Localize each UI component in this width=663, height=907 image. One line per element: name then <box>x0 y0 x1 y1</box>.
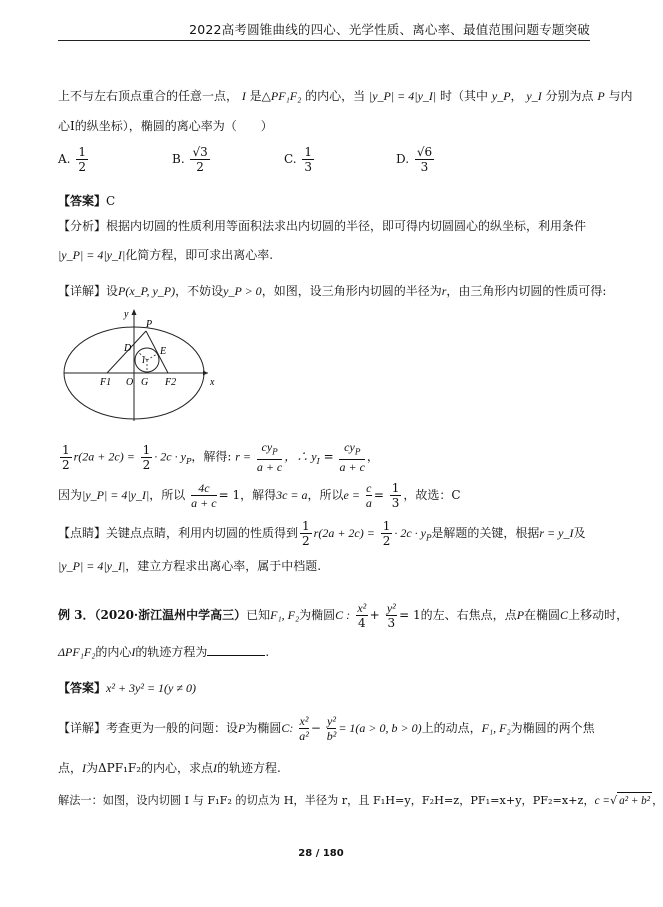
expr: ，∴ y <box>284 449 317 464</box>
solution-text: 解法一：如图，设内切圆 I 与 F₁F₂ 的切点为 H，半径为 r，且 F₁H=y，F₂H=z，PF₁=x+y，PF₂=x+z， <box>58 794 595 807</box>
var-I: I <box>213 761 218 775</box>
expr: r(2a + 2c) = <box>313 526 375 540</box>
expr: 3c = a <box>276 488 308 502</box>
text: 为椭圆 <box>299 608 336 622</box>
minus: − <box>310 721 321 735</box>
ellipse-name: C : <box>335 608 351 622</box>
option-label: C. <box>284 152 297 166</box>
analysis-line-1 <box>58 218 586 234</box>
comma: ， <box>652 794 663 807</box>
page-number: 28 / 180 <box>298 848 344 859</box>
text: 上的动点， <box>421 721 482 735</box>
option-label: D. <box>396 152 410 166</box>
numerator: y² <box>327 714 336 728</box>
var-P: P <box>238 721 246 735</box>
subscript: P <box>185 457 192 467</box>
example-line-2 <box>58 643 269 660</box>
numerator: 1 <box>391 481 400 495</box>
denominator: a + c <box>339 460 365 475</box>
numerator: c <box>366 481 372 495</box>
sqrt-radicand <box>617 792 652 809</box>
numerator: 1 <box>62 442 70 457</box>
because-line <box>58 480 461 510</box>
condition-expr: |y_P| = 4|y_I| <box>368 89 437 103</box>
denominator: 2 <box>382 534 391 548</box>
text: 为椭圆 <box>245 721 282 735</box>
fraction <box>339 440 364 474</box>
numerator: y² <box>386 601 396 615</box>
fraction <box>386 601 398 630</box>
condition-expr: |y_P| = 4|y_I| <box>58 248 126 262</box>
label-d: D <box>124 343 132 354</box>
detail-tag: 【详解】 <box>58 721 107 735</box>
denominator: a + c <box>256 460 283 475</box>
denominator: 2 <box>78 160 86 174</box>
example-line-1 <box>58 600 628 630</box>
option-fraction <box>415 145 434 174</box>
foci-expr: F₁, F₂ <box>270 608 300 622</box>
expr: r = y_I <box>539 526 574 540</box>
var-I: I <box>131 645 136 659</box>
numerator <box>339 440 364 460</box>
answer-value: C <box>106 194 116 208</box>
text: 上移动时， <box>568 608 629 622</box>
label-f1: F1 <box>100 377 112 388</box>
numerator <box>257 440 282 460</box>
option-label: A. <box>58 152 71 166</box>
problem-text: 是△ <box>249 89 271 103</box>
fraction <box>191 481 216 510</box>
numerator: 1 <box>142 442 151 457</box>
numerator: 1 <box>302 519 310 533</box>
numerator: 1 <box>382 519 391 533</box>
fraction <box>257 440 282 474</box>
fraction <box>300 519 312 548</box>
solution-line: 解法一：如图，设内切圆 I 与 F₁F₂ 的切点为 H，半径为 r，且 F₁H=y，F₂H=z，PF₁=x+y，PF₂=x+z，c =√ a² + b² ， <box>58 794 663 807</box>
fraction <box>366 481 372 510</box>
denominator: 3 <box>420 160 429 174</box>
label-x: x <box>210 377 215 388</box>
text: ，所以 <box>149 488 186 502</box>
radicand: a² + b² <box>619 795 651 807</box>
denominator: 4 <box>357 616 366 630</box>
denominator: 2 <box>142 457 151 472</box>
label-y: y <box>124 309 129 320</box>
num-text: cy <box>344 440 355 454</box>
problem-line-1 <box>58 88 633 104</box>
numerator: 1 <box>78 145 86 159</box>
denominator: 2 <box>62 457 70 472</box>
numerator: x² <box>299 714 309 728</box>
text: 点， <box>58 761 83 775</box>
label-g: G <box>141 377 149 388</box>
var-P: P <box>516 608 525 622</box>
calc-text: ，解得: <box>191 449 232 464</box>
answer-blank <box>207 643 265 656</box>
text: ，建立方程求出离心率，属于中档题. <box>125 559 322 573</box>
text: 因为 <box>58 488 83 502</box>
label-p: P <box>146 319 153 330</box>
problem-text: 时（其中 <box>440 89 489 103</box>
plus: + <box>369 608 380 622</box>
problem-text: 分别为点 <box>545 89 594 103</box>
analysis-line-2 <box>58 247 273 263</box>
denominator: a + c <box>191 496 217 510</box>
text: 的轨迹方程为 <box>135 645 208 659</box>
text: 考查更为一般的问题：设 <box>106 721 239 735</box>
equals: = <box>323 449 334 464</box>
text: 的左、右焦点，点 <box>420 608 517 622</box>
detail-line <box>58 283 606 299</box>
fraction <box>141 443 153 472</box>
denominator: 3 <box>387 616 396 630</box>
comment-line-2 <box>58 558 321 574</box>
expr: = 1(a > 0, b > 0) <box>338 721 422 735</box>
comma: ， <box>366 449 379 464</box>
text: = 1，解得 <box>218 488 277 502</box>
calc-line <box>58 440 379 477</box>
expr: r(2a + 2c) = <box>73 449 135 464</box>
numerator: 4c <box>191 481 216 496</box>
option-c <box>284 145 316 174</box>
problem-text: 与内 <box>608 89 633 103</box>
option-fraction <box>190 145 209 174</box>
detail2-line-1 <box>58 713 595 743</box>
numerator: √3 <box>192 145 208 159</box>
label-i: I <box>142 355 145 365</box>
ellipse-name: C: <box>281 721 294 735</box>
var-yp: y_P <box>491 89 511 103</box>
fraction <box>356 601 368 630</box>
detail2-line-2 <box>58 760 281 776</box>
header-rule <box>58 40 590 41</box>
text: 为ΔPF₁F₂的内心，求点 <box>86 761 214 775</box>
text: 及 <box>573 526 586 540</box>
analysis-text: 根据内切圆的性质利用等面积法求出内切圆的半径，即可得内切圆圆心的纵坐标，利用条件 <box>106 219 587 233</box>
subscript: P <box>425 533 432 543</box>
detail-tag: 【详解】 <box>58 284 107 298</box>
fraction <box>381 519 393 548</box>
fraction <box>60 443 72 472</box>
comment-line-1 <box>58 518 586 553</box>
text: 的轨迹方程. <box>217 761 281 775</box>
triangle-expr: PF₁F₂ <box>270 89 302 103</box>
label-o: O <box>126 377 134 388</box>
var-P: P <box>597 89 605 103</box>
fraction <box>327 714 337 743</box>
denominator: a <box>365 496 372 510</box>
inequality-expr: y_P > 0 <box>223 284 262 298</box>
period: . <box>265 645 270 659</box>
answer-line <box>58 193 115 209</box>
subscript: P <box>272 447 278 457</box>
text: ，所以 <box>307 488 344 502</box>
text: 在椭圆 <box>524 608 561 622</box>
point-expr: P(x_P, y_P) <box>118 284 176 298</box>
example-tag: 例 3．（2020·浙江温州中学高三） <box>58 608 247 622</box>
detail-text: 设 <box>106 284 119 298</box>
label-f2: F2 <box>165 377 177 388</box>
expr: r = <box>235 449 251 464</box>
problem-text: 上不与左右顶点重合的任意一点， <box>58 89 239 103</box>
condition-expr: |y_P| = 4|y_I| <box>82 488 150 502</box>
denominator: 3 <box>391 496 400 510</box>
fraction <box>390 481 402 510</box>
var-I: I <box>82 761 87 775</box>
radius-ie <box>147 354 157 360</box>
option-b <box>172 145 212 174</box>
subscript: P <box>354 447 361 457</box>
answer-tag: 【答案】 <box>58 194 107 208</box>
y-axis-arrow <box>132 309 137 315</box>
triangle-expr: ΔPF₁F₂ <box>58 645 96 659</box>
text: 已知 <box>246 608 271 622</box>
option-fraction <box>302 145 314 174</box>
subscript: I <box>316 457 320 467</box>
fraction <box>299 714 309 743</box>
text: ，故选：C <box>403 488 461 502</box>
ellipse-incircle-figure <box>60 305 240 427</box>
text: 的内心 <box>95 645 132 659</box>
expr: c = <box>594 795 610 807</box>
comment-tag: 【点睛】 <box>58 526 107 540</box>
expr: e = <box>343 488 360 502</box>
var-C: C <box>560 608 569 622</box>
problem-line-2: 心I的纵坐标），椭圆的离心率为（ ） <box>58 119 273 133</box>
denominator: 2 <box>302 534 310 548</box>
numerator: x² <box>357 601 367 615</box>
num-text: cy <box>261 440 273 454</box>
option-a <box>58 145 90 174</box>
var-r: r <box>441 284 447 298</box>
option-d <box>396 145 436 174</box>
detail-text: ，由三角形内切圆的性质可得: <box>446 284 607 298</box>
answer-tag: 【答案】 <box>58 681 107 695</box>
var-I: I <box>241 89 246 103</box>
var-yi: y_I <box>526 89 542 103</box>
option-label: B. <box>172 152 185 166</box>
label-e: E <box>160 346 167 357</box>
text: 关键点点睛，利用内切圆的性质得到 <box>106 526 299 540</box>
option-fraction <box>76 145 88 174</box>
page-header-title: 2022高考圆锥曲线的四心、光学性质、离心率、最值范围问题专题突破 <box>189 22 590 37</box>
foci-expr: F₁, F₂ <box>481 721 511 735</box>
comma: ， <box>510 89 523 103</box>
denominator: a² <box>299 729 309 743</box>
condition-expr: |y_P| = 4|y_I| <box>58 559 126 573</box>
detail-text: ，不妨设 <box>175 284 224 298</box>
text: 是解题的关键，根据 <box>431 526 540 540</box>
analysis-tag: 【分析】 <box>58 219 107 233</box>
equals: = <box>373 488 384 502</box>
x-axis-arrow <box>203 371 208 376</box>
text: 为椭圆的两个焦 <box>510 721 595 735</box>
denominator: 2 <box>196 160 204 174</box>
expr: · 2c · y <box>154 449 186 464</box>
answer2-line <box>58 680 196 696</box>
detail-text: ，如图，设三角形内切圆的半径为 <box>261 284 442 298</box>
numerator: √6 <box>416 145 433 159</box>
problem-text: 的内心，当 <box>305 89 366 103</box>
numerator: 1 <box>304 145 313 159</box>
denominator: 3 <box>304 160 313 174</box>
expr: · 2c · y <box>394 526 426 540</box>
answer-value: x² + 3y² = 1(y ≠ 0) <box>106 681 196 695</box>
analysis-text: 化简方程，即可求出离心率. <box>125 248 274 262</box>
equals: = 1 <box>399 608 421 622</box>
denominator: b² <box>326 729 337 743</box>
